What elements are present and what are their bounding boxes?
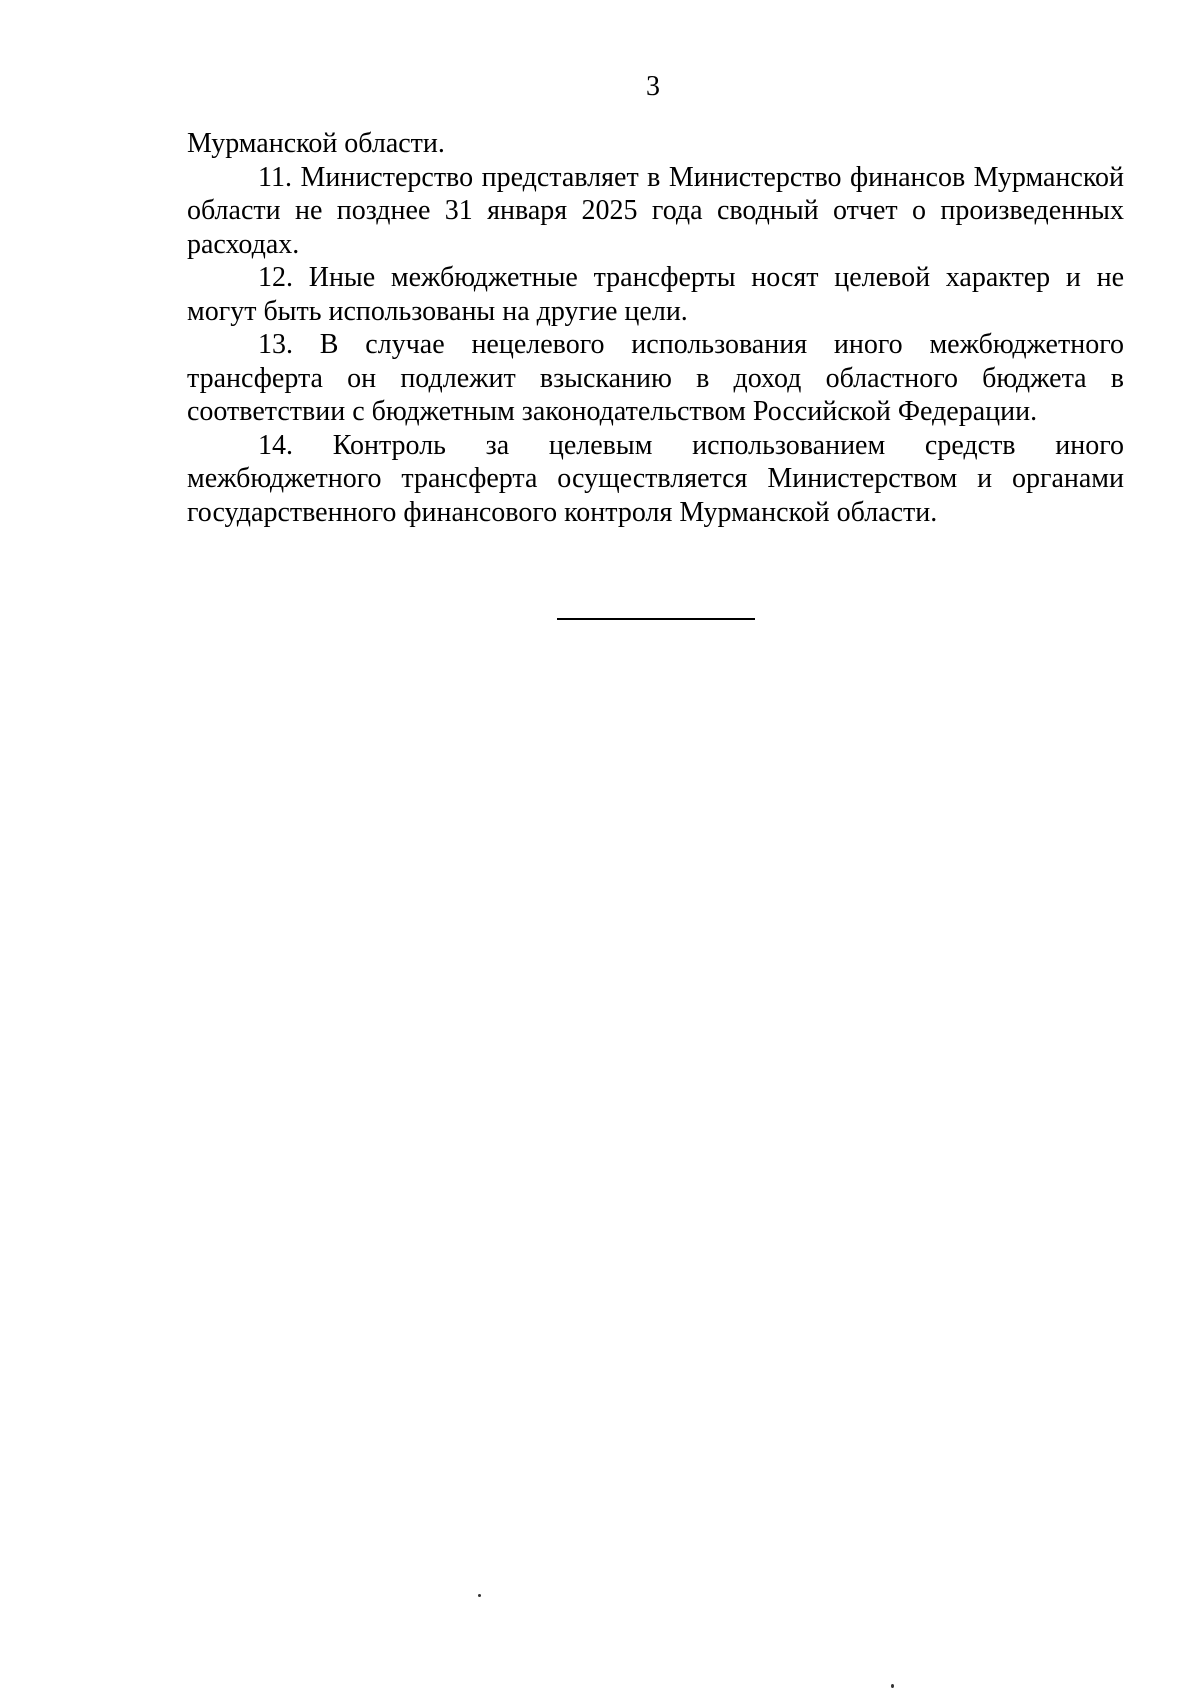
paragraph-12: 12. Иные межбюджетные трансферты носят целевой характер и не могут быть использованы на другие цели. (187, 262, 1124, 327)
paragraph-11: 11. Министерство представляет в Министерство финансов Мурманской области не позднее 31 января 2025 года сводный отчет о произведенных расходах. (187, 161, 1124, 260)
page-number: 3 (646, 71, 660, 102)
end-of-text-rule (557, 618, 755, 620)
scan-speck (891, 1684, 894, 1688)
paragraph-14: 14. Контроль за целевым использованием средств иного межбюджетного трансферта осуществляется Министерством и органами государственного финансового контроля Мурманской области. (187, 429, 1124, 528)
document-body (187, 127, 1124, 529)
scan-speck (478, 1594, 481, 1597)
paragraph-continuation: Мурманской области. (187, 128, 445, 159)
paragraph-13: 13. В случае нецелевого использования иного межбюджетного трансферта он подлежит взысканию в доход областного бюджета в соответствии с бюджетным законодательством Российской Федерации. (187, 329, 1124, 427)
